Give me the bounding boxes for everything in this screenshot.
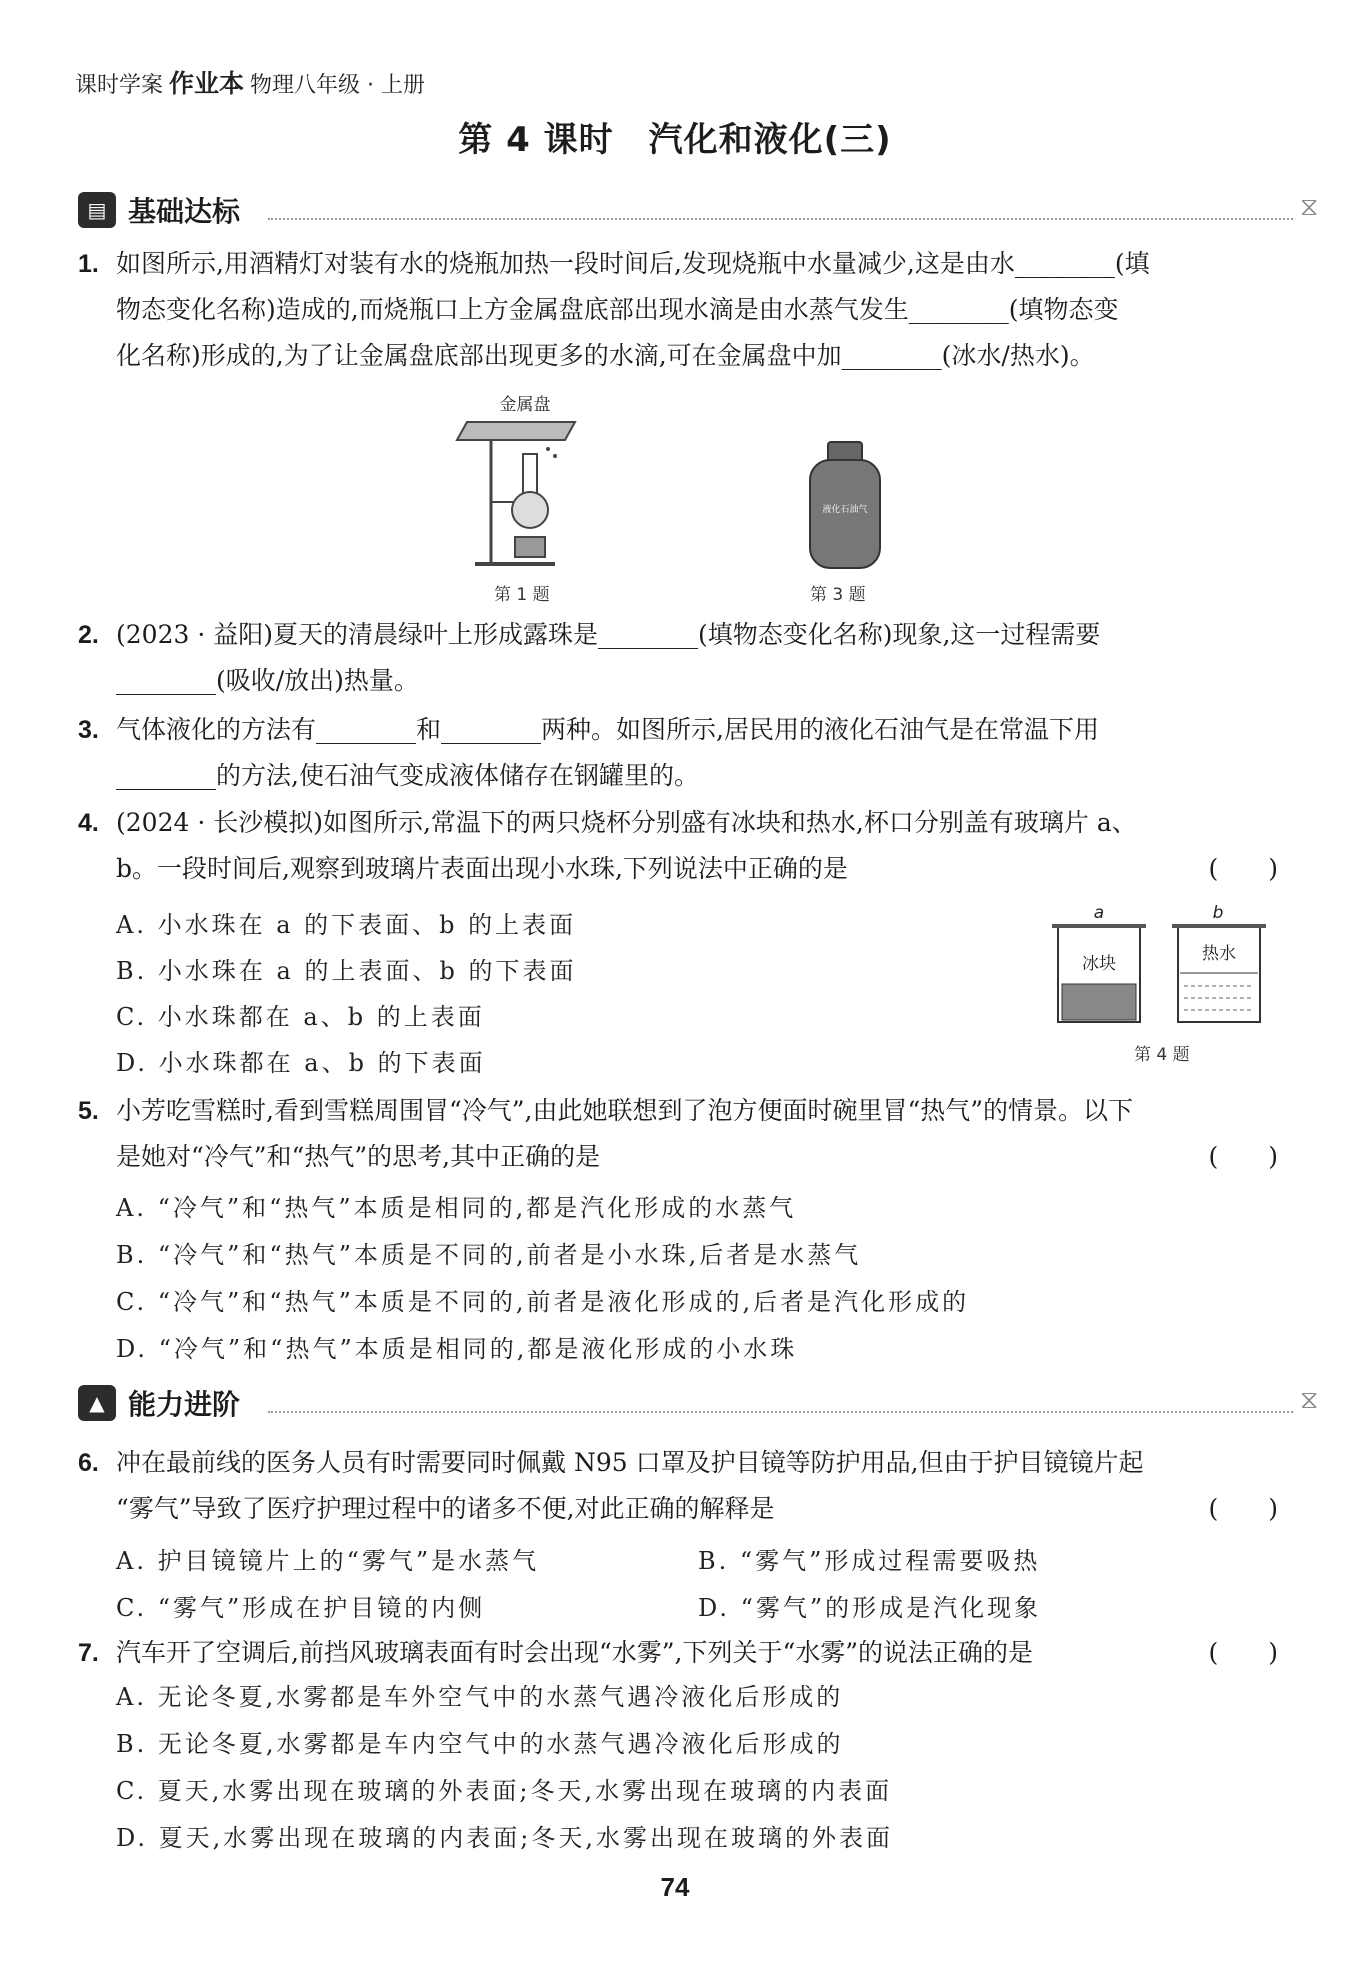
option-c: C. 夏天,水雾出现在玻璃的外表面;冬天,水雾出现在玻璃的内表面: [116, 1777, 893, 1805]
question-text-line: 气体液化的方法有________和________两种。如图所示,居民用的液化石油气是在常温下用: [116, 715, 1099, 744]
hourglass-icon: ⧖: [1300, 192, 1319, 222]
flask-neck: [523, 454, 537, 494]
section-advanced-label: 能力进阶: [128, 1388, 241, 1421]
glass-b-label: b: [1212, 903, 1224, 923]
question-text-line: (2023 · 益阳)夏天的清晨绿叶上形成露珠是________(填物态变化名称)现象,这一过程需要: [116, 620, 1101, 649]
glass-plate-b: [1172, 924, 1266, 928]
option-d: D. “冷气”和“热气”本质是相同的,都是液化形成的小水珠: [116, 1335, 798, 1363]
section-basic-label: 基础达标: [128, 195, 241, 228]
question-text-line: ________的方法,使石油气变成液体储存在钢罐里的。: [116, 761, 699, 790]
rocket-icon: ▲: [78, 1385, 116, 1421]
option-d: D. 小水珠都在 a、b 的下表面: [116, 1049, 486, 1077]
option-d: D. “雾气”的形成是汽化现象: [698, 1594, 1042, 1622]
question-text-line: b。一段时间后,观察到玻璃片表面出现小水珠,下列说法中正确的是: [116, 854, 848, 883]
question-number: 6.: [78, 1449, 99, 1477]
question-6: [78, 1440, 1278, 1534]
question-number: 3.: [78, 716, 99, 744]
figure-1-apparatus: [455, 392, 595, 572]
flask: [512, 492, 548, 528]
option-c: C. 小水珠都在 a、b 的上表面: [116, 1003, 485, 1031]
answer-paren: ( ): [1208, 1494, 1278, 1523]
metal-plate: [457, 422, 575, 440]
option-b: B. 无论冬夏,水雾都是车内空气中的水蒸气遇冷液化后形成的: [116, 1730, 844, 1758]
option-b: B. “冷气”和“热气”本质是不同的,前者是小水珠,后者是水蒸气: [116, 1241, 862, 1269]
option-a: A. 小水珠在 a 的下表面、b 的上表面: [116, 911, 577, 939]
book-name: 作业本: [169, 69, 245, 98]
question-3: [78, 707, 1278, 801]
answer-paren: ( ): [1208, 1638, 1278, 1667]
option-b: B. “雾气”形成过程需要吸热: [698, 1547, 1041, 1575]
question-number: 4.: [78, 809, 99, 837]
question-1: [78, 241, 1278, 381]
question-number: 7.: [78, 1639, 99, 1667]
figure-1-caption: 第 1 题: [494, 585, 550, 605]
ice-label: 冰块: [1082, 954, 1116, 974]
question-number: 2.: [78, 621, 99, 649]
book-icon: ▤: [78, 192, 116, 228]
alcohol-lamp: [515, 537, 545, 557]
answer-paren: ( ): [1208, 854, 1278, 883]
figure-4-beakers: [1050, 900, 1270, 1030]
hot-water-label: 热水: [1202, 944, 1236, 964]
section-divider: [268, 218, 1293, 220]
metal-plate-label: 金属盘: [499, 395, 551, 415]
question-text-line: 汽车开了空调后,前挡风玻璃表面有时会出现“水雾”,下列关于“水雾”的说法正确的是: [116, 1638, 1034, 1667]
glass-plate-a: [1052, 924, 1146, 928]
option-c: C. “雾气”形成在护目镜的内侧: [116, 1594, 486, 1622]
lesson-title: 第 4 课时 汽化和液化(三): [458, 120, 892, 160]
section-basic: [78, 188, 1350, 232]
hourglass-icon: ⧖: [1300, 1385, 1319, 1415]
cylinder-label: 液化石油气: [822, 505, 868, 515]
question-text-line: ________(吸收/放出)热量。: [116, 666, 419, 695]
section-advanced: [78, 1381, 1350, 1425]
beaker-b: [1178, 928, 1260, 1022]
series-name: 课时学案: [75, 73, 164, 98]
figure-3-caption: 第 3 题: [810, 585, 866, 605]
figure-4-caption: 第 4 题: [1134, 1045, 1190, 1065]
question-text-line: 物态变化名称)造成的,而烧瓶口上方金属盘底部出现水滴是由水蒸气发生________(填物态变: [116, 295, 1119, 324]
question-text-line: 如图所示,用酒精灯对装有水的烧瓶加热一段时间后,发现烧瓶中水量减少,这是由水________(填: [116, 249, 1150, 278]
running-header: [75, 64, 425, 100]
figure-3-gas-cylinder: [800, 440, 890, 575]
section-divider: [268, 1411, 1293, 1413]
option-a: A. 无论冬夏,水雾都是车外空气中的水蒸气遇冷液化后形成的: [116, 1683, 844, 1711]
question-number: 5.: [78, 1097, 99, 1125]
subject-name: 物理八年级 · 上册: [250, 73, 426, 98]
option-a: A. 护目镜镜片上的“雾气”是水蒸气: [116, 1547, 540, 1575]
question-7: [78, 1630, 1278, 1676]
question-text-line: 化名称)形成的,为了让金属盘底部出现更多的水滴,可在金属盘中加________(冰水/热水)。: [116, 341, 1095, 370]
question-text-line: (2024 · 长沙模拟)如图所示,常温下的两只烧杯分别盛有冰块和热水,杯口分别盖有玻璃片 a、: [116, 808, 1137, 837]
question-2: [78, 612, 1278, 706]
question-text-line: 小芳吃雪糕时,看到雪糕周围冒“冷气”,由此她联想到了泡方便面时碗里冒“热气”的情景。以下: [116, 1096, 1134, 1125]
answer-paren: ( ): [1208, 1142, 1278, 1171]
question-text-line: 冲在最前线的医务人员有时需要同时佩戴 N95 口罩及护目镜等防护用品,但由于护目镜镜片起: [116, 1448, 1144, 1477]
question-text-line: 是她对“冷气”和“热气”的思考,其中正确的是: [116, 1142, 601, 1171]
option-d: D. 夏天,水雾出现在玻璃的内表面;冬天,水雾出现在玻璃的外表面: [116, 1824, 893, 1852]
question-number: 1.: [78, 250, 99, 278]
ice-cubes: [1062, 984, 1136, 1020]
question-5: [78, 1088, 1278, 1182]
page-number: 74: [660, 1872, 690, 1902]
option-c: C. “冷气”和“热气”本质是不同的,前者是液化形成的,后者是汽化形成的: [116, 1288, 970, 1316]
glass-a-label: a: [1093, 903, 1105, 923]
option-b: B. 小水珠在 a 的上表面、b 的下表面: [116, 957, 577, 985]
question-4: [78, 800, 1278, 894]
question-text-line: “雾气”导致了医疗护理过程中的诸多不便,对此正确的解释是: [116, 1494, 775, 1523]
option-a: A. “冷气”和“热气”本质是相同的,都是汽化形成的水蒸气: [116, 1194, 797, 1222]
